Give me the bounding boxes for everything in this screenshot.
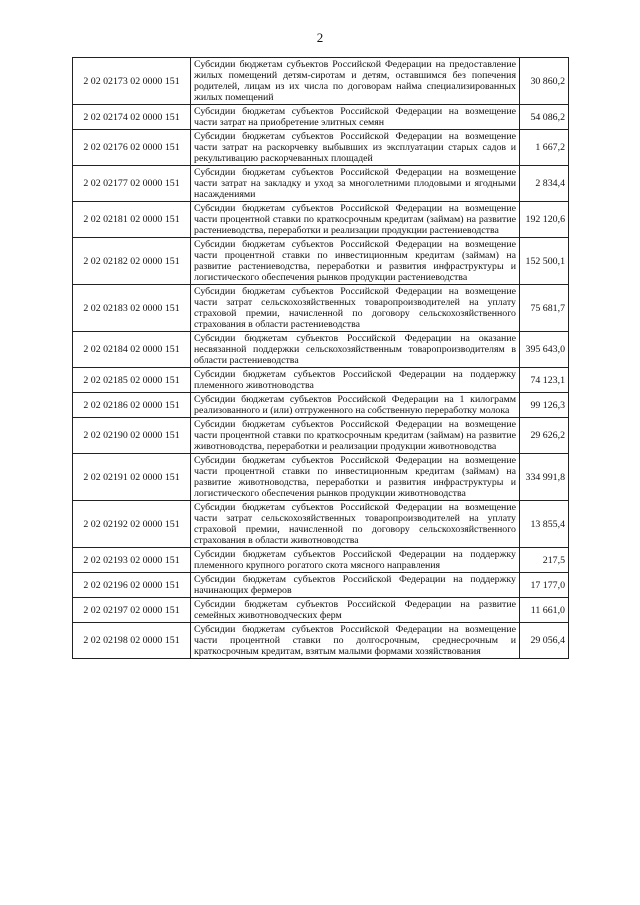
table-row <box>73 58 569 105</box>
amount-cell: 54 086,2 <box>520 105 569 130</box>
table-row <box>73 501 569 548</box>
amount-cell: 30 860,2 <box>520 58 569 105</box>
classification-code-cell: 2 02 02177 02 0000 151 <box>73 166 191 202</box>
table-row <box>73 202 569 238</box>
budget-table <box>72 57 569 659</box>
table-row <box>73 598 569 623</box>
classification-code-cell: 2 02 02185 02 0000 151 <box>73 368 191 393</box>
classification-code-cell: 2 02 02196 02 0000 151 <box>73 573 191 598</box>
amount-cell: 29 626,2 <box>520 418 569 454</box>
classification-code-cell: 2 02 02190 02 0000 151 <box>73 418 191 454</box>
amount-cell: 152 500,1 <box>520 238 569 285</box>
amount-cell: 192 120,6 <box>520 202 569 238</box>
description-cell: Субсидии бюджетам субъектов Российской Федерации на развитие семейных животноводческих ферм <box>191 598 520 623</box>
classification-code-cell: 2 02 02181 02 0000 151 <box>73 202 191 238</box>
description-cell: Субсидии бюджетам субъектов Российской Федерации на поддержку племенного животноводства <box>191 368 520 393</box>
amount-cell: 75 681,7 <box>520 285 569 332</box>
classification-code-cell: 2 02 02193 02 0000 151 <box>73 548 191 573</box>
description-cell: Субсидии бюджетам субъектов Российской Федерации на возмещение части процентной ставки по краткосрочным кредитам (займам) на развитие растениеводства, переработки и реализации продукции растениеводства <box>191 202 520 238</box>
table-row <box>73 332 569 368</box>
page-number: 2 <box>316 30 324 45</box>
amount-cell: 2 834,4 <box>520 166 569 202</box>
description-cell: Субсидии бюджетам субъектов Российской Федерации на возмещение части затрат на закладку и уход за многолетними плодовыми и ягодными насаждениями <box>191 166 520 202</box>
amount-cell: 334 991,8 <box>520 454 569 501</box>
classification-code-cell: 2 02 02174 02 0000 151 <box>73 105 191 130</box>
description-cell: Субсидии бюджетам субъектов Российской Федерации на оказание несвязанной поддержки сельскохозяйственным товаропроизводителям в области растениеводства <box>191 332 520 368</box>
table-row <box>73 573 569 598</box>
amount-cell: 1 667,2 <box>520 130 569 166</box>
table-row <box>73 623 569 659</box>
classification-code-cell: 2 02 02182 02 0000 151 <box>73 238 191 285</box>
classification-code-cell: 2 02 02183 02 0000 151 <box>73 285 191 332</box>
description-cell: Субсидии бюджетам субъектов Российской Федерации на возмещение части процентной ставки по инвестиционным кредитам (займам) на развитие животноводства, переработки и развития инфраструктуры и логистического обеспечения рынков продукции животноводства <box>191 454 520 501</box>
amount-cell: 395 643,0 <box>520 332 569 368</box>
classification-code-cell: 2 02 02191 02 0000 151 <box>73 454 191 501</box>
table-row <box>73 166 569 202</box>
amount-cell: 99 126,3 <box>520 393 569 418</box>
classification-code-cell: 2 02 02184 02 0000 151 <box>73 332 191 368</box>
classification-code-cell: 2 02 02197 02 0000 151 <box>73 598 191 623</box>
classification-code-cell: 2 02 02176 02 0000 151 <box>73 130 191 166</box>
description-cell: Субсидии бюджетам субъектов Российской Федерации на возмещение части процентной ставки по долгосрочным, среднесрочным и краткосрочным кредитам, взятым малыми формами хозяйствования <box>191 623 520 659</box>
table-row <box>73 454 569 501</box>
amount-cell: 29 056,4 <box>520 623 569 659</box>
description-cell: Субсидии бюджетам субъектов Российской Федерации на возмещение части затрат сельскохозяйственных товаропроизводителей на уплату страховой премии, начисленной по договору сельскохозяйственного страхования в области животноводства <box>191 501 520 548</box>
table-row <box>73 130 569 166</box>
description-cell: Субсидии бюджетам субъектов Российской Федерации на предоставление жилых помещений детям-сиротам и детям, оставшимся без попечения родителей, лицам из их числа по договорам найма специализированных жилых помещений <box>191 58 520 105</box>
table-row <box>73 285 569 332</box>
description-cell: Субсидии бюджетам субъектов Российской Федерации на возмещение части процентной ставки по инвестиционным кредитам (займам) на развитие растениеводства, переработки и развития инфраструктуры и логистического обеспечения рынков продукции растениеводства <box>191 238 520 285</box>
table-row <box>73 418 569 454</box>
classification-code-cell: 2 02 02198 02 0000 151 <box>73 623 191 659</box>
amount-cell: 17 177,0 <box>520 573 569 598</box>
description-cell: Субсидии бюджетам субъектов Российской Федерации на 1 килограмм реализованного и (или) отгруженного на собственную переработку молока <box>191 393 520 418</box>
budget-table-body <box>73 58 569 659</box>
classification-code-cell: 2 02 02173 02 0000 151 <box>73 58 191 105</box>
table-row <box>73 105 569 130</box>
description-cell: Субсидии бюджетам субъектов Российской Федерации на возмещение части затрат на приобретение элитных семян <box>191 105 520 130</box>
table-row <box>73 238 569 285</box>
description-cell: Субсидии бюджетам субъектов Российской Федерации на возмещение части затрат сельскохозяйственных товаропроизводителей на уплату страховой премии, начисленной по договору сельскохозяйственного страхования в области растениеводства <box>191 285 520 332</box>
amount-cell: 13 855,4 <box>520 501 569 548</box>
table-row <box>73 548 569 573</box>
amount-cell: 11 661,0 <box>520 598 569 623</box>
description-cell: Субсидии бюджетам субъектов Российской Федерации на возмещение части процентной ставки по краткосрочным кредитам (займам) на развитие животноводства, переработки и реализации продукции животноводства <box>191 418 520 454</box>
description-cell: Субсидии бюджетам субъектов Российской Федерации на возмещение части затрат на раскорчевку выбывших из эксплуатации старых садов и рекультивацию раскорчеванных площадей <box>191 130 520 166</box>
classification-code-cell: 2 02 02192 02 0000 151 <box>73 501 191 548</box>
table-row <box>73 368 569 393</box>
amount-cell: 74 123,1 <box>520 368 569 393</box>
amount-cell: 217,5 <box>520 548 569 573</box>
description-cell: Субсидии бюджетам субъектов Российской Федерации на поддержку племенного крупного рогатого скота мясного направления <box>191 548 520 573</box>
table-row <box>73 393 569 418</box>
description-cell: Субсидии бюджетам субъектов Российской Федерации на поддержку начинающих фермеров <box>191 573 520 598</box>
classification-code-cell: 2 02 02186 02 0000 151 <box>73 393 191 418</box>
